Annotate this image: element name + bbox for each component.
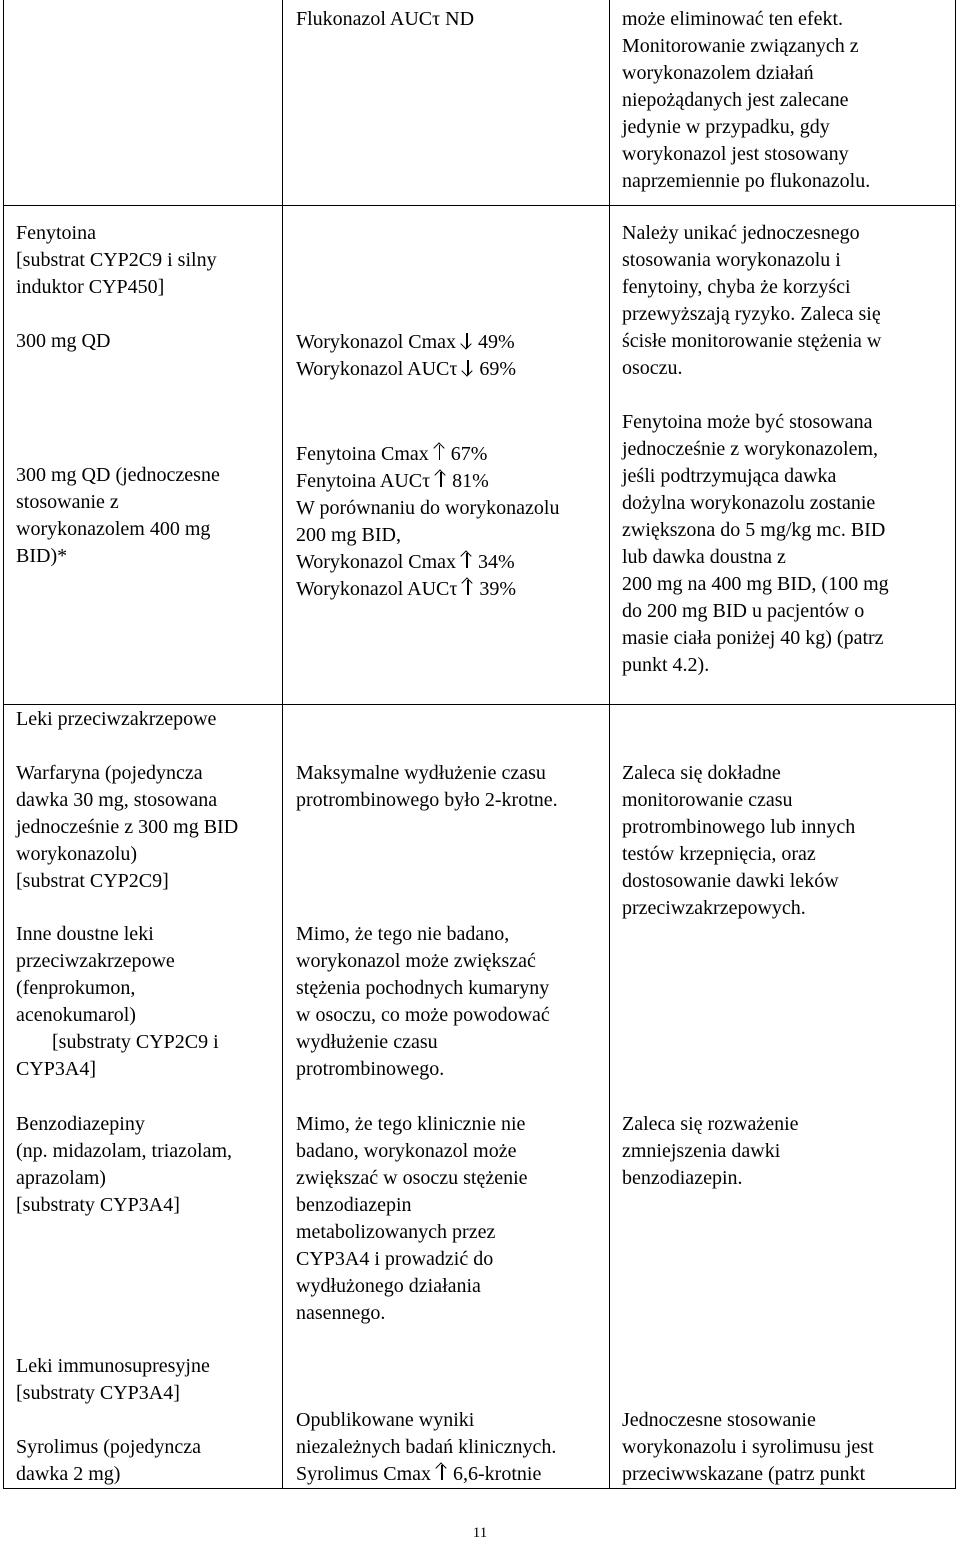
fenytoina-effect-list-b	[296, 441, 606, 603]
flukonazol-recommendation-text: może eliminować ten efekt. Monitorowanie związanych z worykonazolem działań niepożądanych jest zalecane jedynie w przypadku, gdy worykonazol jest stosowany naprzemiennie po flukonazolu.	[622, 8, 871, 192]
immuno-drug-class: Leki immunosupresyjne [substraty CYP3A4]	[16, 1355, 210, 1404]
pk-parameter-label: W porównaniu do worykonazolu	[296, 497, 560, 519]
cell-immuno-drug-a	[16, 1353, 278, 1407]
warfaryna-effect-b: Mimo, że tego nie badano, worykonazol może zwiększać stężenia pochodnych kumaryny w osoczu, co może powodować wydłużenie czasu protrombinowego.	[296, 923, 550, 1080]
arrow-up-icon	[461, 578, 475, 596]
benzodiazepiny-recommendation: Zaleca się rozważenie zmniejszenia dawki benzodiazepin.	[622, 1113, 799, 1189]
table-divider-col2	[609, 0, 610, 1489]
pk-parameter-line	[296, 522, 606, 549]
other-anticoagulants-name: Inne doustne leki przeciwzakrzepowe (fenprokumon, acenokumarol)	[16, 923, 175, 1026]
row-divider	[3, 1488, 956, 1489]
arrow-up-icon	[460, 551, 474, 569]
arrow-up-icon	[435, 1463, 449, 1481]
pk-parameter-line	[296, 441, 606, 468]
pk-parameter-line	[296, 468, 606, 495]
arrow-down-icon	[460, 331, 474, 349]
cell-fenytoina-recommendation-b	[622, 409, 952, 679]
pk-parameter-line	[296, 549, 606, 576]
table-border-right	[955, 0, 956, 1489]
pk-parameter-label: Fenytoina Cmax	[296, 443, 429, 465]
cell-benzodiazepiny-effect	[296, 1111, 606, 1327]
cell-immuno-effect	[296, 1407, 606, 1488]
cell-flukonazol-recommendation	[622, 6, 952, 195]
section-title-anticoagulants: Leki przeciwzakrzepowe	[16, 708, 217, 730]
table-border-left	[3, 0, 4, 1489]
fenytoina-dose: 300 mg QD	[16, 330, 111, 352]
arrow-up-icon	[433, 443, 447, 461]
cell-warfaryna-effect-b	[296, 921, 606, 1083]
pk-parameter-value: 81%	[452, 470, 489, 492]
warfaryna-effect-a: Maksymalne wydłużenie czasu protrombinowego było 2-krotne.	[296, 762, 558, 811]
pk-parameter-label: Worykonazol AUCτ	[296, 578, 458, 600]
cell-fenytoina-combined-dose	[16, 462, 278, 570]
syrolimus-cmax-value: 6,6-krotnie	[453, 1463, 542, 1485]
pk-parameter-value: 39%	[479, 578, 517, 600]
cell-other-anticoagulants	[16, 921, 278, 1083]
pk-parameter-value: 34%	[478, 551, 515, 573]
pk-parameter-line	[296, 329, 606, 356]
warfaryna-recommendation: Zaleca się dokładne monitorowanie czasu protrombinowego lub innych testów krzepnięcia, oraz dostosowanie dawki leków przeciwzakrzepowych.	[622, 762, 856, 919]
cell-benzodiazepiny-recommendation	[622, 1111, 952, 1192]
row-divider	[3, 205, 956, 206]
benzodiazepiny-drug-name: Benzodiazepiny (np. midazolam, triazolam, aprazolam) [substraty CYP3A4]	[16, 1113, 233, 1216]
arrow-up-icon	[434, 470, 448, 488]
pk-parameter-label: Worykonazol Cmax	[296, 551, 457, 573]
cell-immuno-recommendation	[622, 1407, 952, 1488]
row-divider	[3, 704, 956, 705]
flukonazol-auc-text: Flukonazol AUCτ ND	[296, 8, 475, 30]
pk-parameter-line	[296, 576, 606, 603]
pk-parameter-value: 69%	[479, 358, 517, 380]
other-anticoagulants-substrates-cont: CYP3A4]	[16, 1058, 97, 1080]
syrolimus-drug-name: Syrolimus (pojedyncza dawka 2 mg)	[16, 1436, 201, 1485]
cell-benzodiazepiny-drug	[16, 1111, 278, 1219]
arrow-down-icon	[461, 358, 475, 376]
fenytoina-recommendation-a: Należy unikać jednoczesnego stosowania worykonazolu i fenytoiny, chyba że korzyści przewyższają ryzyko. Zaleca się ścisłe monitorowanie stężenia w osoczu.	[622, 222, 882, 379]
pk-parameter-label: Worykonazol Cmax	[296, 331, 457, 353]
warfaryna-drug-name: Warfaryna (pojedyncza dawka 30 mg, stosowana jednocześnie z 300 mg BID worykonazolu) [substrat CYP2C9]	[16, 762, 239, 892]
pk-parameter-value: 67%	[450, 443, 488, 465]
cell-section-anticoagulants	[16, 706, 278, 733]
fenytoina-effect-list-a	[296, 329, 606, 383]
cell-fenytoina-drug	[16, 220, 278, 301]
cell-flukonazol-effect	[296, 6, 606, 33]
page-number: 11	[472, 1525, 488, 1541]
fenytoina-combined-dose: 300 mg QD (jednoczesne stosowanie z worykonazolem 400 mg BID)*	[16, 464, 220, 567]
other-anticoagulants-substrates: [substraty CYP2C9 i	[52, 1031, 219, 1053]
cell-fenytoina-dose	[16, 328, 278, 355]
cell-fenytoina-effect-b	[296, 441, 606, 603]
fenytoina-recommendation-b: Fenytoina może być stosowana jednocześnie z worykonazolem, jeśli podtrzymująca dawka dożylna worykonazolu zostanie zwiększona do 5 mg/kg mc. BID lub dawka doustna z 200 mg na 400 mg BID, (100 mg do 200 mg BID u pacjentów o masie ciała poniżej 40 kg) (patrz punkt 4.2).	[622, 411, 889, 676]
pk-parameter-line	[296, 495, 606, 522]
syrolimus-cmax-label: Syrolimus Cmax	[296, 1463, 432, 1485]
cell-fenytoina-recommendation-a	[622, 220, 952, 382]
cell-warfaryna-recommendation	[622, 760, 952, 922]
pk-parameter-label: Worykonazol AUCτ	[296, 358, 458, 380]
syrolimus-cmax-line	[296, 1461, 606, 1488]
immuno-recommendation: Jednoczesne stosowanie worykonazolu i syrolimusu jest przeciwwskazane (patrz punkt	[622, 1409, 874, 1485]
pk-parameter-line	[296, 356, 606, 383]
cell-fenytoina-effect-a	[296, 329, 606, 383]
immuno-effect-text: Opublikowane wyniki niezależnych badań klinicznych.	[296, 1409, 557, 1458]
cell-immuno-drug-b	[16, 1434, 278, 1488]
cell-warfaryna-effect-a	[296, 760, 606, 814]
fenytoina-drug-name: Fenytoina [substrat CYP2C9 i silny induktor CYP450]	[16, 222, 217, 298]
table-divider-col1	[282, 0, 283, 1489]
pk-parameter-label: Fenytoina AUCτ	[296, 470, 431, 492]
pk-parameter-label: 200 mg BID,	[296, 524, 401, 546]
cell-warfaryna-drug	[16, 760, 278, 895]
pk-parameter-value: 49%	[478, 331, 515, 353]
benzodiazepiny-effect: Mimo, że tego klinicznie nie badano, worykonazol może zwiększać w osoczu stężenie benzodiazepin metabolizowanych przez CYP3A4 i prowadzić do wydłużonego działania nasennego.	[296, 1113, 528, 1324]
